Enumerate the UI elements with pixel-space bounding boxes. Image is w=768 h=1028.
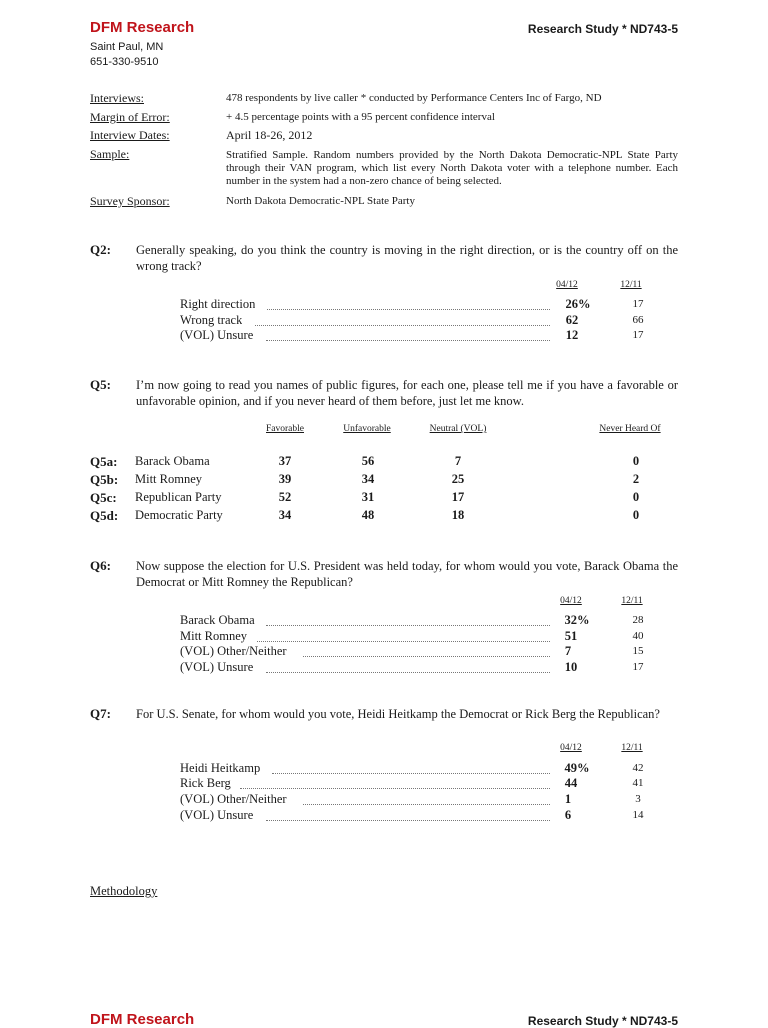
q6-row-previous: 28 (632, 614, 644, 626)
q2-row-current: 12 (565, 328, 579, 342)
info-value-dates: April 18-26, 2012 (226, 128, 313, 142)
brand-title: DFM Research (90, 19, 195, 36)
dot-leader (240, 788, 550, 789)
q7-row-previous: 14 (632, 809, 644, 821)
q2-row-previous: 17 (632, 298, 644, 310)
q2-number: Q2: (90, 242, 111, 257)
info-label-sponsor: Survey Sponsor: (90, 194, 170, 208)
q7-row-previous: 41 (632, 777, 644, 789)
q5-never-heard-value: 0 (632, 490, 640, 504)
q5-header-neutral: Neutral (VOL) (429, 424, 487, 434)
q5-row-id: Q5a: (90, 454, 118, 469)
q7-row-label: (VOL) Unsure (180, 808, 254, 822)
q6-row-label: (VOL) Other/Neither (180, 644, 287, 658)
q2-row-label: Right direction (180, 297, 256, 311)
info-label-interviews: Interviews: (90, 91, 144, 105)
q7-row-label: Heidi Heitkamp (180, 761, 261, 775)
q6-text: Now suppose the election for U.S. President was held today, for whom would you vote, Barack Obama the Democrat or Mitt Romney the Republican? (136, 559, 678, 589)
dot-leader (266, 820, 550, 821)
q6-row-label: Mitt Romney (180, 629, 248, 643)
q5-unfavorable-value: 56 (361, 454, 375, 468)
q6-col-previous: 12/11 (621, 596, 643, 606)
q5-favorable-value: 39 (278, 472, 292, 486)
info-label-dates: Interview Dates: (90, 128, 170, 142)
dot-leader (266, 340, 550, 341)
q7-number: Q7: (90, 706, 111, 721)
q6-row-label: Barack Obama (180, 613, 255, 627)
dot-leader (267, 309, 550, 310)
dot-leader (257, 641, 550, 642)
q5-row-id: Q5d: (90, 508, 119, 523)
q2-row-previous: 17 (632, 329, 644, 341)
q7-col-previous: 12/11 (621, 743, 643, 753)
q6-row-previous: 15 (632, 645, 644, 657)
q5-number: Q5: (90, 377, 111, 392)
dot-leader (303, 804, 550, 805)
q5-never-heard-value: 0 (632, 454, 640, 468)
q2-row-previous: 66 (632, 314, 644, 326)
q5-neutral-value: 25 (451, 472, 465, 486)
q5-favorable-value: 37 (278, 454, 292, 468)
q6-row-current: 32% (564, 613, 590, 627)
q6-row-previous: 40 (632, 630, 644, 642)
q7-row-current: 44 (564, 776, 578, 790)
q7-row-label: (VOL) Other/Neither (180, 792, 287, 806)
q5-unfavorable-value: 31 (361, 490, 375, 504)
q2-row-current: 62 (565, 313, 579, 327)
q5-favorable-value: 34 (278, 508, 292, 522)
q5-header-unfavorable: Unfavorable (343, 424, 391, 434)
study-id: Research Study * ND743-5 (527, 22, 678, 36)
contact-phone: 651-330-9510 (90, 56, 159, 68)
q5-never-heard-value: 2 (632, 472, 640, 486)
q7-row-current: 1 (564, 792, 572, 806)
info-value-interviews: 478 respondents by live caller * conducted by Performance Centers Inc of Fargo, ND (226, 92, 602, 104)
q2-row-label: (VOL) Unsure (180, 328, 254, 342)
contact-city: Saint Paul, MN (90, 41, 164, 53)
q6-number: Q6: (90, 558, 111, 573)
footer-study-id: Research Study * ND743-5 (527, 1014, 678, 1028)
info-value-sample: Stratified Sample. Random numbers provided by the North Dakota Democratic-NPL State Party through their VAN program, which list every North Dakota voter with a telephone number. Each number in the system had a non-zero chance of being selected. (226, 149, 678, 187)
q6-row-label: (VOL) Unsure (180, 660, 254, 674)
q5-row-id: Q5c: (90, 490, 117, 505)
methodology-heading: Methodology (90, 884, 158, 898)
q2-col-current: 04/12 (556, 280, 578, 290)
q5-unfavorable-value: 34 (361, 472, 375, 486)
q5-row-name: Barack Obama (135, 454, 210, 468)
q6-row-current: 7 (564, 644, 572, 658)
dot-leader (272, 773, 550, 774)
q7-row-previous: 42 (632, 762, 644, 774)
q7-row-current: 6 (564, 808, 572, 822)
q6-row-current: 10 (564, 660, 578, 674)
q7-row-label: Rick Berg (180, 776, 231, 790)
q5-header-never-heard: Never Heard Of (599, 424, 661, 434)
q5-neutral-value: 7 (454, 454, 462, 468)
q5-neutral-value: 17 (451, 490, 465, 504)
q5-never-heard-value: 0 (632, 508, 640, 522)
info-value-margin: + 4.5 percentage points with a 95 percent confidence interval (226, 111, 495, 123)
q7-col-current: 04/12 (560, 743, 582, 753)
dot-leader (266, 672, 550, 673)
dot-leader (255, 325, 550, 326)
q7-row-previous: 3 (635, 793, 641, 805)
info-label-sample: Sample: (90, 147, 130, 161)
q6-col-current: 04/12 (560, 596, 582, 606)
q5-row-name: Republican Party (135, 490, 222, 504)
q5-neutral-value: 18 (451, 508, 465, 522)
footer-brand: DFM Research (90, 1011, 195, 1028)
dot-leader (303, 656, 550, 657)
q7-text: For U.S. Senate, for whom would you vote, Heidi Heitkamp the Democrat or Rick Berg the Republican? (136, 707, 660, 721)
q2-col-previous: 12/11 (620, 280, 642, 290)
q5-row-name: Mitt Romney (135, 472, 203, 486)
q7-row-current: 49% (564, 761, 590, 775)
q2-row-label: Wrong track (180, 313, 243, 327)
q5-favorable-value: 52 (278, 490, 292, 504)
q6-row-current: 51 (564, 629, 578, 643)
info-label-margin: Margin of Error: (90, 110, 170, 124)
dot-leader (266, 625, 550, 626)
q5-unfavorable-value: 48 (361, 508, 375, 522)
q5-row-id: Q5b: (90, 472, 119, 487)
q2-text: Generally speaking, do you think the country is moving in the right direction, or is the country off on the wrong track? (136, 243, 678, 273)
q5-header-favorable: Favorable (266, 424, 304, 434)
q5-row-name: Democratic Party (135, 508, 223, 522)
q2-row-current: 26% (565, 297, 591, 311)
info-value-sponsor: North Dakota Democratic-NPL State Party (226, 195, 415, 207)
q6-row-previous: 17 (632, 661, 644, 673)
q5-text: I’m now going to read you names of public figures, for each one, please tell me if you have a favorable or unfavorable opinion, and if you never heard of them before, just let me know. (136, 378, 678, 408)
